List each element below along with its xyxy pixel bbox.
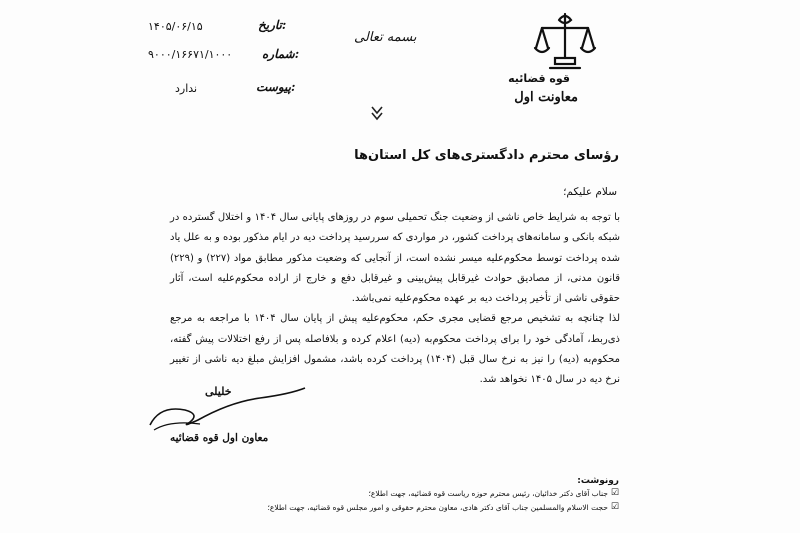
number-label: شماره: bbox=[262, 47, 300, 61]
cc-item bbox=[267, 502, 619, 512]
body-paragraph-2: لذا چنانچه به تشخیص مرجع قضایی مجری حکم، محکوم‌علیه پیش از پایان سال ۱۴۰۴ با مراجعه به مرجع ذی‌ربط، آمادگی خود را برای پرداخت محکوم‌به (دیه) اعلام کرده و بلافاصله پس از رفع اختلالات پیش گفته، محکوم‌به (دیه) را نیز به نرخ سال قبل (۱۴۰۴) پرداخت کرده باشد، مشمول افزایش مبلغ دیه ناشی از تغییر نرخ دیه در سال ۱۴۰۵ نخواهد شد. bbox=[170, 313, 620, 386]
basmala: بسمه تعالی bbox=[354, 30, 417, 45]
date-label: تاریخ: bbox=[258, 18, 287, 32]
cc-title: رونوشت: bbox=[577, 476, 619, 486]
date-value: ۱۴۰۵/۰۶/۱۵ bbox=[148, 20, 203, 33]
cc-item bbox=[369, 488, 619, 498]
recipient-line: رؤسای محترم دادگستری‌های کل استان‌ها bbox=[354, 148, 619, 163]
signatory-name: خلیلی bbox=[205, 385, 232, 398]
signatory-title: معاون اول قوه قضائیه bbox=[170, 432, 269, 444]
number-value: ۹۰۰۰/۱۶۶۷۱/۱۰۰۰ bbox=[148, 48, 233, 61]
cc-item-text: حجت الاسلام والمسلمین جناب آقای دکتر هادی، معاون محترم حقوقی و امور مجلس قوه قضائیه، جهت اطلاع؛ bbox=[267, 502, 608, 512]
body-paragraph-1: با توجه به شرایط خاص ناشی از وضعیت جنگ تحمیلی سوم در روزهای پایانی سال ۱۴۰۴ و اختلال گسترده در شبکه بانکی و سامانه‌های پرداخت کشور، در مواردی که سررسید پرداخت دیه در ایام مذکور بوده و به علل یاد شده پرداخت توسط محکوم‌علیه میسر نشده است، از آنجایی که وضعیت مذکور مطابق مواد (۲۲۷) و (۲۲۹) قانون مدنی، از مصادیق حوادث غیرقابل پیش‌بینی و غیرقابل دفع و خارج از اراده محکوم‌علیه است، آثار حقوقی ناشی از تأخیر پرداخت دیه بر عهده محکوم‌علیه نمی‌باشد. bbox=[170, 212, 620, 305]
attachment-label: پیوست: bbox=[256, 80, 296, 94]
judiciary-emblem-icon bbox=[530, 8, 600, 78]
attachment-value: ندارد bbox=[175, 82, 198, 95]
chevron-down-icon bbox=[371, 105, 383, 121]
organization-unit: معاونت اول bbox=[514, 90, 578, 105]
checkbox-icon: ☑ bbox=[610, 488, 619, 498]
letter-body bbox=[170, 188, 620, 391]
checkbox-icon: ☑ bbox=[610, 502, 619, 512]
cc-item-text: جناب آقای دکتر خدائیان، رئیس محترم حوزه ریاست قوه قضائیه، جهت اطلاع؛ bbox=[368, 488, 608, 498]
greeting: سلام علیکم؛ bbox=[563, 186, 617, 198]
organization-name: قوه قضائیه bbox=[508, 72, 570, 85]
